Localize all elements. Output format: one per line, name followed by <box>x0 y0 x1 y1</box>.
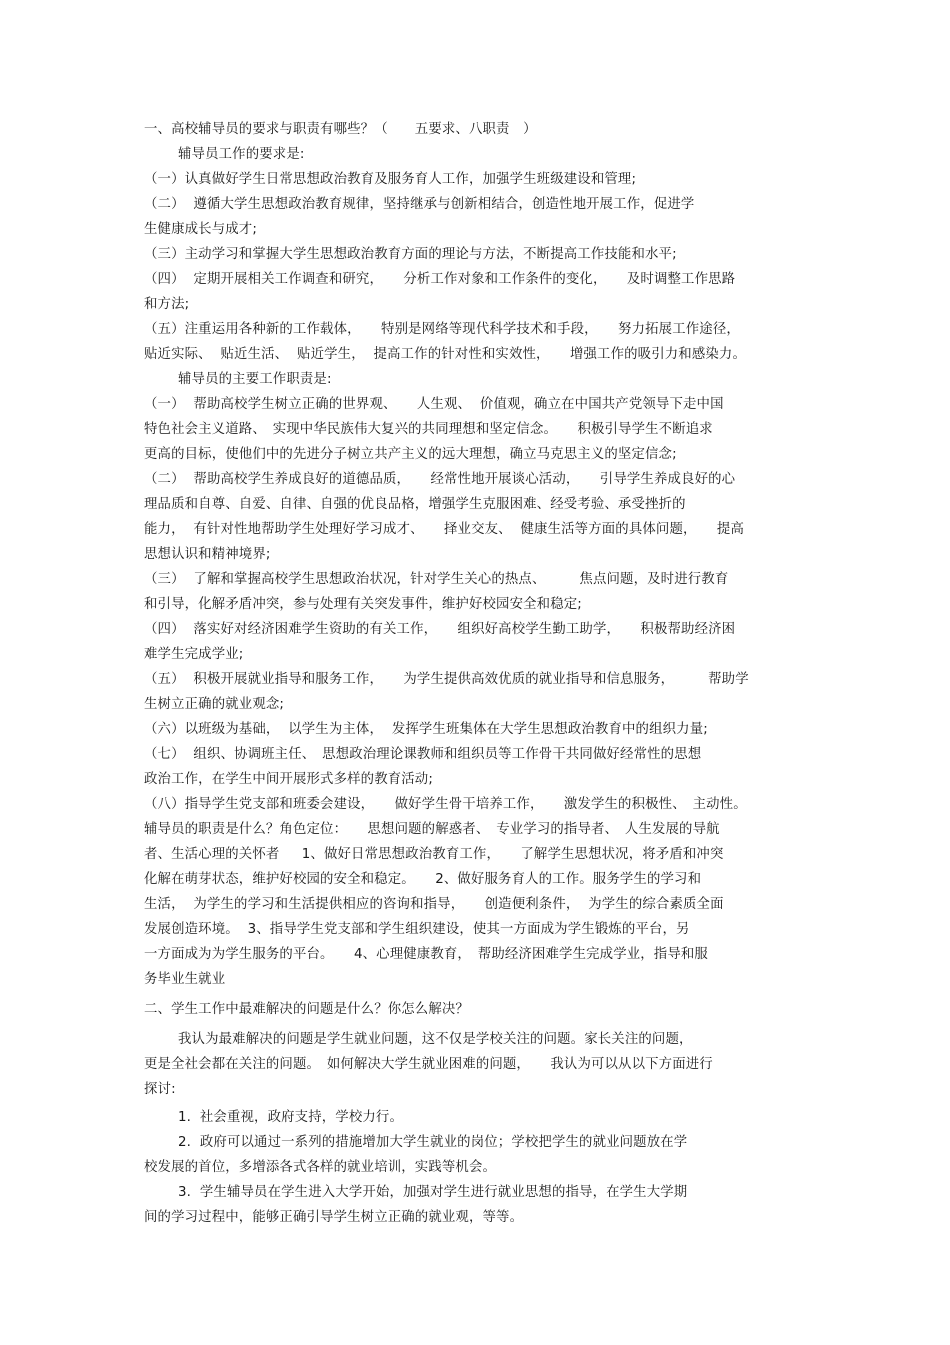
text-line: 生活， 为学生的学习和生活提供相应的咨询和指导， 创造便利条件， 为学生的综合素质全面 <box>144 897 724 912</box>
text-line: 和方法; <box>144 297 190 312</box>
text-line: 和引导，化解矛盾冲突，参与处理有关突发事件，维护好校园安全和稳定; <box>144 597 582 612</box>
text-line: 政治工作，在学生中间开展形式多样的教育活动; <box>144 772 434 787</box>
text-line: （二） 帮助高校学生养成良好的道德品质， 经常性地开展谈心活动， 引导学生养成良好的心 <box>144 472 736 487</box>
text-line: 生树立正确的就业观念; <box>144 697 285 712</box>
text-line: 一方面成为为学生服务的平台。 4、心理健康教育， 帮助经济困难学生完成学业，指导和服 <box>144 947 708 962</box>
text-line: 校发展的首位，多增添各式各样的就业培训，实践等机会。 <box>144 1160 497 1175</box>
list-item: 3. 学生辅导员在学生进入大学开始，加强对学生进行就业思想的指导，在学生大学期 <box>178 1185 688 1200</box>
duties-title: 辅导员的主要工作职责是: <box>178 372 332 387</box>
text-line: 思想认识和精神境界; <box>144 547 271 562</box>
text-line: （五） 积极开展就业指导和服务工作， 为学生提供高效优质的就业指导和信息服务， 帮助学 <box>144 672 749 687</box>
text-line: 特色社会主义道路、 实现中华民族伟大复兴的共同理想和坚定信念。 积极引导学生不断追求 <box>144 422 713 437</box>
text-line: （六）以班级为基础， 以学生为主体， 发挥学生班集体在大学生思想政治教育中的组织力量; <box>144 722 708 737</box>
text-line: 发展创造环境。 3、指导学生党支部和学生组织建设，使其一方面成为学生锻炼的平台，另 <box>144 922 690 937</box>
text-line: 更高的目标，使他们中的先进分子树立共产主义的远大理想，确立马克思主义的坚定信念; <box>144 447 677 462</box>
text-line: 我认为最难解决的问题是学生就业问题，这不仅是学校关注的问题。家长关注的问题， <box>178 1032 693 1047</box>
text-line: 理品质和自尊、自爱、自律、自强的优良品格，增强学生克服困难、经受考验、承受挫折的 <box>144 497 686 512</box>
section-1-heading: 一、高校辅导员的要求与职责有哪些？（ 五要求、八职责 ） <box>144 122 537 137</box>
requirements-title: 辅导员工作的要求是: <box>178 147 305 162</box>
text-line: （一）认真做好学生日常思想政治教育及服务育人工作，加强学生班级建设和管理; <box>144 172 637 187</box>
text-line: 能力， 有针对性地帮助学生处理好学习成才、 择业交友、 健康生活等方面的具体问题， 提高 <box>144 522 745 537</box>
list-item: 2. 政府可以通过一系列的措施增加大学生就业的岗位；学校把学生的就业问题放在学 <box>178 1135 688 1150</box>
text-line: 更是全社会都在关注的问题。 如何解决大学生就业困难的问题， 我认为可以从以下方面进行 <box>144 1057 713 1072</box>
text-line: （四） 定期开展相关工作调查和研究， 分析工作对象和工作条件的变化， 及时调整工作思路 <box>144 272 736 287</box>
list-item: 1. 社会重视，政府支持，学校力行。 <box>178 1110 403 1125</box>
text-line: （四） 落实好对经济困难学生资助的有关工作， 组织好高校学生勤工助学， 积极帮助经济困 <box>144 622 736 637</box>
text-line: 贴近实际、 贴近生活、 贴近学生， 提高工作的针对性和实效性， 增强工作的吸引力和感染力。 <box>144 347 746 362</box>
text-line: 生健康成长与成才; <box>144 222 257 237</box>
text-line: （三） 了解和掌握高校学生思想政治状况，针对学生关心的热点、 焦点问题，及时进行教育 <box>144 572 729 587</box>
text-line: （八）指导学生党支部和班委会建设， 做好学生骨干培养工作， 激发学生的积极性、 主动性。 <box>144 797 747 812</box>
text-line: （一） 帮助高校学生树立正确的世界观、 人生观、 价值观，确立在中国共产党领导下走中国 <box>144 397 724 412</box>
section-2-heading: 二、学生工作中最难解决的问题是什么？你怎么解决？ <box>144 1002 469 1017</box>
text-line: 探讨: <box>144 1082 176 1097</box>
text-line: 间的学习过程中，能够正确引导学生树立正确的就业观，等等。 <box>144 1210 524 1225</box>
text-line: （三）主动学习和掌握大学生思想政治教育方面的理论与方法，不断提高工作技能和水平; <box>144 247 677 262</box>
text-line: （二） 遵循大学生思想政治教育规律，坚持继承与创新相结合，创造性地开展工作，促进学 <box>144 197 695 212</box>
text-line: （五）注重运用各种新的工作载体， 特别是网络等现代科学技术和手段， 努力拓展工作途径， <box>144 322 740 337</box>
text-line: 者、生活心理的关怀者 1、做好日常思想政治教育工作， 了解学生思想状况，将矛盾和冲突 <box>144 847 724 862</box>
text-line: 化解在萌芽状态，维护好校园的安全和稳定。 2、做好服务育人的工作。服务学生的学习和 <box>144 872 702 887</box>
text-line: 难学生完成学业; <box>144 647 244 662</box>
text-line: （七） 组织、协调班主任、 思想政治理论课教师和组织员等工作骨干共同做好经常性的思想 <box>144 747 702 762</box>
text-line: 辅导员的职责是什么？角色定位： 思想问题的解惑者、 专业学习的指导者、 人生发展的导航 <box>144 822 720 837</box>
text-line: 务毕业生就业 <box>144 972 226 987</box>
